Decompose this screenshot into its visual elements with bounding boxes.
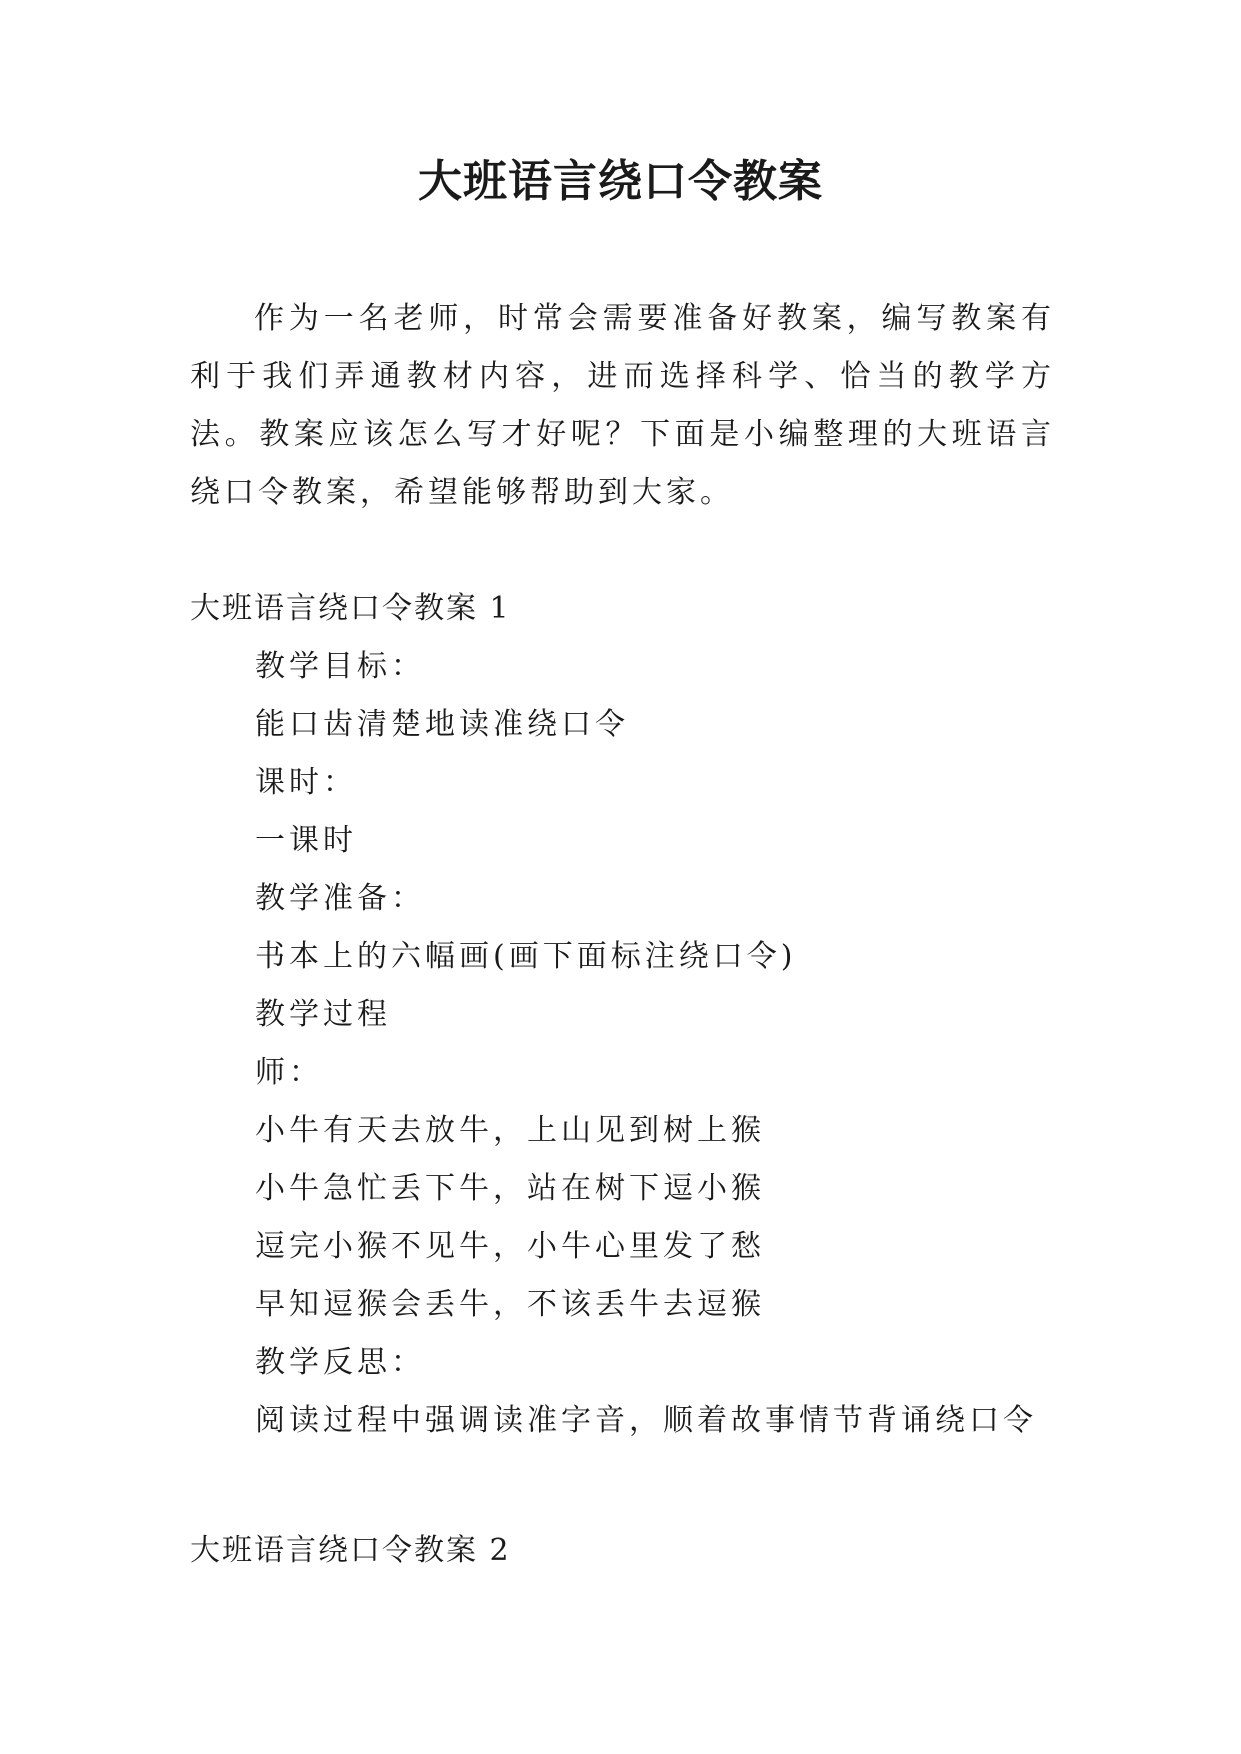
document-title: 大班语言绕口令教案 [418, 156, 823, 207]
content-line: 师： [255, 1055, 323, 1090]
content-line: 书本上的六幅画(画下面标注绕口令) [255, 939, 797, 974]
content-line: 早知逗猴会丢牛，不该丢牛去逗猴 [255, 1287, 765, 1322]
intro-paragraph: 作为一名老师，时常会需要准备好教案，编写教案有利于我们弄通教材内容，进而选择科学、恰当的教学方法。教案应该怎么写才好呢？下面是小编整理的大班语言绕口令教案，希望能够帮助到大家。 [190, 301, 1055, 510]
section-heading-2: 大班语言绕口令教案 2 [190, 1533, 511, 1568]
content-line: 逗完小猴不见牛，小牛心里发了愁 [255, 1229, 765, 1264]
section-1-content [255, 638, 1075, 1450]
content-line: 能口齿清楚地读准绕口令 [255, 707, 629, 742]
content-line: 阅读过程中强调读准字音，顺着故事情节背诵绕口令 [255, 1403, 1037, 1438]
section-heading-1: 大班语言绕口令教案 1 [190, 591, 511, 626]
content-line: 小牛急忙丢下牛，站在树下逗小猴 [255, 1171, 765, 1206]
content-line: 教学目标： [255, 649, 425, 684]
content-line: 教学过程 [255, 997, 391, 1032]
content-line: 教学准备： [255, 881, 425, 916]
content-line: 教学反思： [255, 1345, 425, 1380]
content-line: 课时： [255, 765, 357, 800]
content-line: 小牛有天去放牛，上山见到树上猴 [255, 1113, 765, 1148]
content-line: 一课时 [255, 823, 357, 858]
